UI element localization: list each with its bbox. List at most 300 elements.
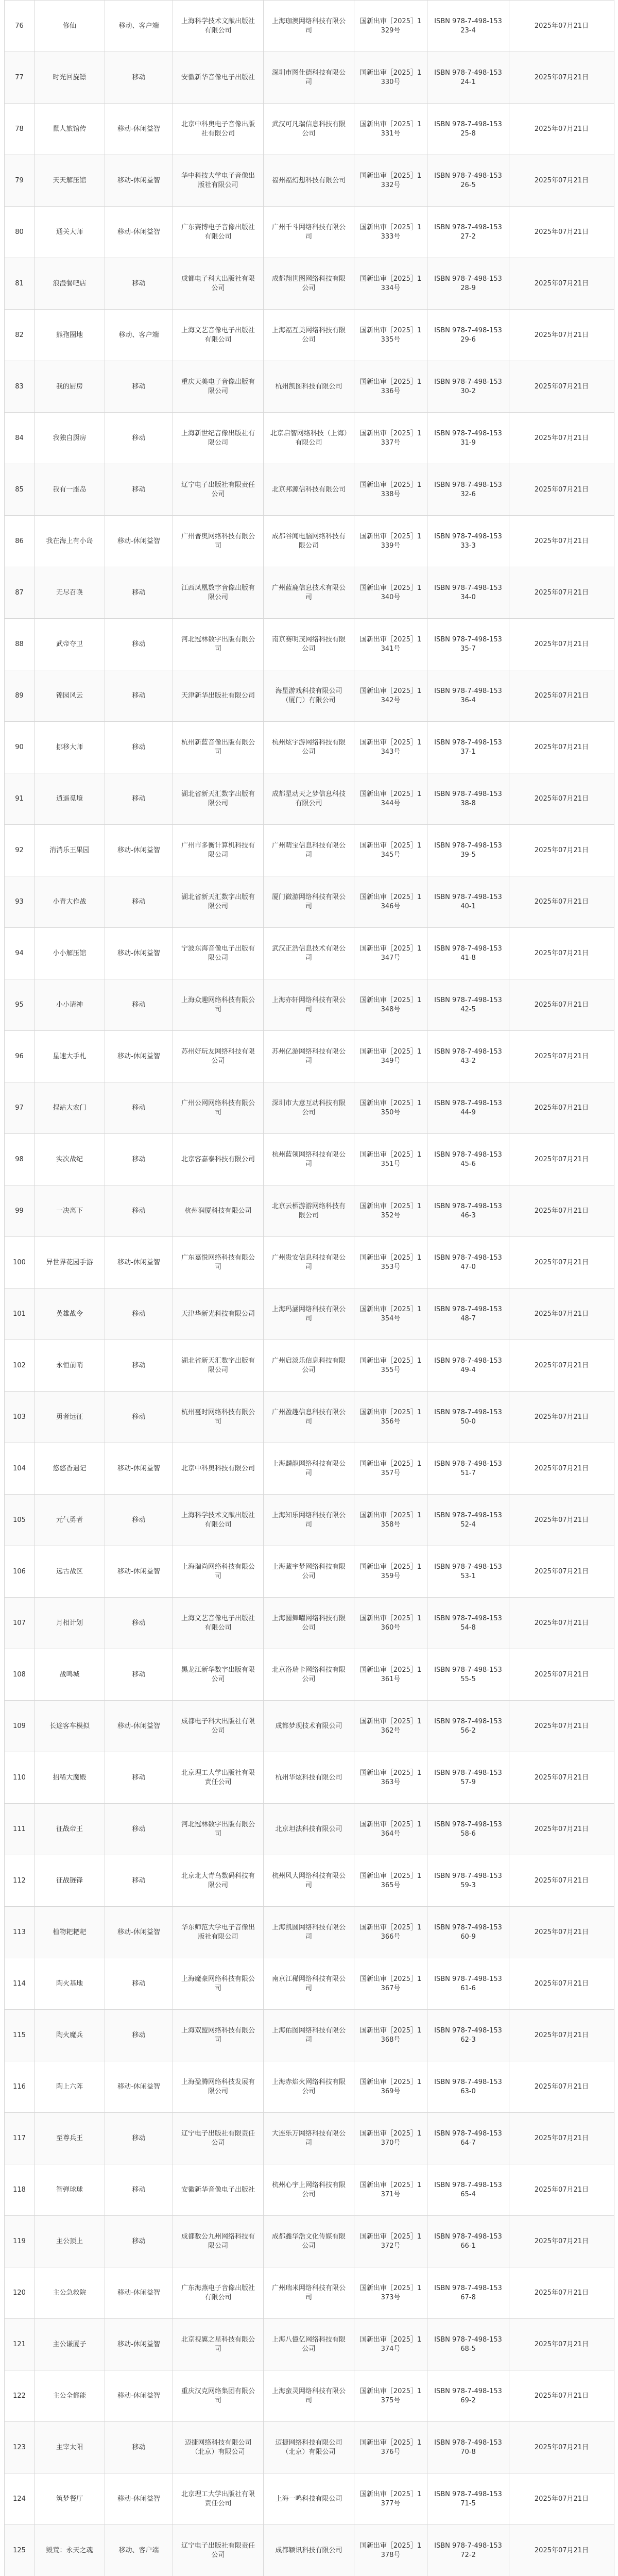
- game-name-cell: 实次战纪: [35, 1134, 105, 1185]
- approval-date-cell: 2025年07月21日: [509, 1031, 614, 1082]
- operator-cell: 成都翔世图网络科技有限公司: [264, 258, 354, 310]
- table-row: [5, 2319, 614, 2370]
- row-number-cell: 102: [5, 1340, 35, 1392]
- operator-cell: 成都梦现技术有限公司: [264, 1701, 354, 1752]
- publisher-cell: 安徽新华音像电子出版社: [173, 2164, 264, 2216]
- operator-cell: 上海佑图网络科技有限公司: [264, 2010, 354, 2061]
- publisher-cell: 成都数公九州网络科技有限公司: [173, 2216, 264, 2267]
- approval-number-cell: 国新出审［2025］1345号: [354, 825, 427, 876]
- approval-date-cell: 2025年07月21日: [509, 1649, 614, 1701]
- approval-date-cell: 2025年07月21日: [509, 155, 614, 207]
- table-row: [5, 2164, 614, 2216]
- approval-date-cell: 2025年07月21日: [509, 1495, 614, 1546]
- game-category-cell: 移动-休闲益智: [105, 825, 173, 876]
- operator-cell: 上海凯圆网络科技有限公司: [264, 1907, 354, 1958]
- row-number-cell: 88: [5, 619, 35, 670]
- publisher-cell: 广州普奥网络科技有限公司: [173, 516, 264, 567]
- approval-number-cell: 国新出审［2025］1329号: [354, 1, 427, 52]
- operator-cell: 上海藏宇梦网络科技有限公司: [264, 1546, 354, 1598]
- operator-cell: 武汉正浩信息技术有限公司: [264, 928, 354, 979]
- game-category-cell: 移动: [105, 2010, 173, 2061]
- publisher-cell: 辽宁电子出版社有限责任公司: [173, 464, 264, 516]
- approval-date-cell: 2025年07月21日: [509, 1289, 614, 1340]
- game-category-cell: 移动-休闲益智: [105, 155, 173, 207]
- approval-date-cell: 2025年07月21日: [509, 979, 614, 1031]
- game-name-cell: 我在海上有小岛: [35, 516, 105, 567]
- approval-number-cell: 国新出审［2025］1348号: [354, 979, 427, 1031]
- isbn-cell: ISBN 978-7-498-15337-1: [427, 722, 509, 773]
- publisher-cell: 华东师范大学电子音像出版社有限公司: [173, 1907, 264, 1958]
- operator-cell: 武汉可凡瑞信息科技有限公司: [264, 104, 354, 155]
- row-number-cell: 114: [5, 1958, 35, 2010]
- approval-number-cell: 国新出审［2025］1338号: [354, 464, 427, 516]
- row-number-cell: 90: [5, 722, 35, 773]
- operator-cell: 上海福互美网络科技有限公司: [264, 310, 354, 361]
- table-row: [5, 1546, 614, 1598]
- approval-date-cell: 2025年07月21日: [509, 1958, 614, 2010]
- isbn-cell: ISBN 978-7-498-15343-2: [427, 1031, 509, 1082]
- table-row: [5, 1907, 614, 1958]
- approval-date-cell: 2025年07月21日: [509, 1546, 614, 1598]
- isbn-cell: ISBN 978-7-498-15352-4: [427, 1495, 509, 1546]
- approval-date-cell: 2025年07月21日: [509, 207, 614, 258]
- approval-number-cell: 国新出审［2025］1356号: [354, 1392, 427, 1443]
- game-name-cell: 我独自厨房: [35, 413, 105, 464]
- game-category-cell: 移动-休闲益智: [105, 2061, 173, 2113]
- table-row: [5, 2525, 614, 2576]
- table-row: [5, 1289, 614, 1340]
- row-number-cell: 84: [5, 413, 35, 464]
- operator-cell: 大连乐万网络科技有限公司: [264, 2113, 354, 2164]
- approval-date-cell: 2025年07月21日: [509, 2061, 614, 2113]
- approval-date-cell: 2025年07月21日: [509, 1392, 614, 1443]
- game-category-cell: 移动-休闲益智: [105, 1031, 173, 1082]
- row-number-cell: 115: [5, 2010, 35, 2061]
- isbn-cell: ISBN 978-7-498-15359-3: [427, 1855, 509, 1907]
- game-category-cell: 移动-休闲益智: [105, 2319, 173, 2370]
- approval-number-cell: 国新出审［2025］1365号: [354, 1855, 427, 1907]
- approval-number-cell: 国新出审［2025］1339号: [354, 516, 427, 567]
- row-number-cell: 103: [5, 1392, 35, 1443]
- approval-number-cell: 国新出审［2025］1367号: [354, 1958, 427, 2010]
- operator-cell: 深圳市大意互动科技有限公司: [264, 1082, 354, 1134]
- operator-cell: 上海知乐网络科技有限公司: [264, 1495, 354, 1546]
- publisher-cell: 北京中科奥科技有限公司: [173, 1443, 264, 1495]
- game-category-cell: 移动-休闲益智: [105, 104, 173, 155]
- game-category-cell: 移动: [105, 876, 173, 928]
- approval-number-cell: 国新出审［2025］1351号: [354, 1134, 427, 1185]
- table-row: [5, 310, 614, 361]
- operator-cell: 上海珈澳网络科技有限公司: [264, 1, 354, 52]
- row-number-cell: 106: [5, 1546, 35, 1598]
- isbn-cell: ISBN 978-7-498-15323-4: [427, 1, 509, 52]
- operator-cell: 杭州风大网络科技有限公司: [264, 1855, 354, 1907]
- table-row: [5, 1701, 614, 1752]
- approval-date-cell: 2025年07月21日: [509, 1907, 614, 1958]
- row-number-cell: 77: [5, 52, 35, 104]
- game-name-cell: 至尊兵王: [35, 2113, 105, 2164]
- game-category-cell: 移动: [105, 1392, 173, 1443]
- publisher-cell: 宁波东海音像电子出版有限公司: [173, 928, 264, 979]
- game-category-cell: 移动-休闲益智: [105, 2267, 173, 2319]
- operator-cell: 广州贵安信息科技有限公司: [264, 1237, 354, 1289]
- game-name-cell: 远古战区: [35, 1546, 105, 1598]
- publisher-cell: 北京北大青鸟数码科技有限公司: [173, 1855, 264, 1907]
- operator-cell: 杭州心宇上网络科技有限公司: [264, 2164, 354, 2216]
- approval-date-cell: 2025年07月21日: [509, 2267, 614, 2319]
- game-name-cell: 挪移大师: [35, 722, 105, 773]
- isbn-cell: ISBN 978-7-498-15327-2: [427, 207, 509, 258]
- isbn-cell: ISBN 978-7-498-15370-8: [427, 2422, 509, 2473]
- game-name-cell: 天天解压馆: [35, 155, 105, 207]
- game-name-cell: 毁荒：永天之魂: [35, 2525, 105, 2576]
- game-category-cell: 移动-休闲益智: [105, 1701, 173, 1752]
- approval-number-cell: 国新出审［2025］1342号: [354, 670, 427, 722]
- isbn-cell: ISBN 978-7-498-15339-5: [427, 825, 509, 876]
- table-row: [5, 773, 614, 825]
- isbn-cell: ISBN 978-7-498-15362-3: [427, 2010, 509, 2061]
- game-name-cell: 长途客车模拟: [35, 1701, 105, 1752]
- approval-number-cell: 国新出审［2025］1378号: [354, 2525, 427, 2576]
- operator-cell: 杭州炫宇游网络科技有限公司: [264, 722, 354, 773]
- approval-number-cell: 国新出审［2025］1360号: [354, 1598, 427, 1649]
- operator-cell: 杭州凯图科技有限公司: [264, 361, 354, 413]
- approval-number-cell: 国新出审［2025］1364号: [354, 1804, 427, 1855]
- table-row: [5, 2422, 614, 2473]
- publisher-cell: 杭州润厦科技有限公司: [173, 1185, 264, 1237]
- game-name-cell: 主宰太阳: [35, 2422, 105, 2473]
- publisher-cell: 北京视翼之星科技有限公司: [173, 2319, 264, 2370]
- game-name-cell: 元气勇者: [35, 1495, 105, 1546]
- row-number-cell: 112: [5, 1855, 35, 1907]
- row-number-cell: 109: [5, 1701, 35, 1752]
- row-number-cell: 85: [5, 464, 35, 516]
- table-row: [5, 1237, 614, 1289]
- publisher-cell: 上海科学技术文献出版社有限公司: [173, 1, 264, 52]
- isbn-cell: ISBN 978-7-498-15361-6: [427, 1958, 509, 2010]
- game-category-cell: 移动-休闲益智: [105, 1443, 173, 1495]
- operator-cell: 上海赤焰火网络科技有限公司: [264, 2061, 354, 2113]
- operator-cell: 杭州蓝领网络科技有限公司: [264, 1134, 354, 1185]
- table-row: [5, 1598, 614, 1649]
- game-name-cell: 英雄战令: [35, 1289, 105, 1340]
- row-number-cell: 118: [5, 2164, 35, 2216]
- game-name-cell: 陶火魔兵: [35, 2010, 105, 2061]
- approval-date-cell: 2025年07月21日: [509, 52, 614, 104]
- game-name-cell: 武帝夺卫: [35, 619, 105, 670]
- approval-date-cell: 2025年07月21日: [509, 2422, 614, 2473]
- operator-cell: 迈捷网络科技有限公司（北京）有限公司: [264, 2422, 354, 2473]
- publisher-cell: 广州市多衡计算机科技有限公司: [173, 825, 264, 876]
- approval-date-cell: 2025年07月21日: [509, 2010, 614, 2061]
- game-name-cell: 鼠人旅馆传: [35, 104, 105, 155]
- approval-number-cell: 国新出审［2025］1371号: [354, 2164, 427, 2216]
- row-number-cell: 76: [5, 1, 35, 52]
- row-number-cell: 119: [5, 2216, 35, 2267]
- approval-number-cell: 国新出审［2025］1372号: [354, 2216, 427, 2267]
- game-category-cell: 移动、客户端: [105, 310, 173, 361]
- table-row: [5, 2267, 614, 2319]
- isbn-cell: ISBN 978-7-498-15324-1: [427, 52, 509, 104]
- game-category-cell: 移动: [105, 361, 173, 413]
- publisher-cell: 黑龙江新华数字出版有限公司: [173, 1649, 264, 1701]
- isbn-cell: ISBN 978-7-498-15326-5: [427, 155, 509, 207]
- approval-date-cell: 2025年07月21日: [509, 310, 614, 361]
- row-number-cell: 117: [5, 2113, 35, 2164]
- publisher-cell: 上海双盟网络科技有限公司: [173, 2010, 264, 2061]
- table-row: [5, 825, 614, 876]
- approval-date-cell: 2025年07月21日: [509, 1237, 614, 1289]
- publisher-cell: 重庆天美电子音像出版有限公司: [173, 361, 264, 413]
- approval-number-cell: 国新出审［2025］1359号: [354, 1546, 427, 1598]
- game-name-cell: 通关大师: [35, 207, 105, 258]
- approval-date-cell: 2025年07月21日: [509, 2525, 614, 2576]
- game-category-cell: 移动: [105, 1340, 173, 1392]
- row-number-cell: 82: [5, 310, 35, 361]
- approval-number-cell: 国新出审［2025］1355号: [354, 1340, 427, 1392]
- table-row: [5, 722, 614, 773]
- approval-number-cell: 国新出审［2025］1343号: [354, 722, 427, 773]
- game-name-cell: 小青大作战: [35, 876, 105, 928]
- table-row: [5, 1443, 614, 1495]
- game-name-cell: 战鸣城: [35, 1649, 105, 1701]
- table-row: [5, 1082, 614, 1134]
- game-category-cell: 移动: [105, 464, 173, 516]
- approval-number-cell: 国新出审［2025］1332号: [354, 155, 427, 207]
- approval-number-cell: 国新出审［2025］1337号: [354, 413, 427, 464]
- publisher-cell: 杭州新蓝音像出版有限公司: [173, 722, 264, 773]
- publisher-cell: 江西凤凰数字音像出版有限公司: [173, 567, 264, 619]
- publisher-cell: 上海盈腾网络科技发展有限公司: [173, 2061, 264, 2113]
- isbn-cell: ISBN 978-7-498-15331-9: [427, 413, 509, 464]
- operator-cell: 上海亦轩网络科技有限公司: [264, 979, 354, 1031]
- operator-cell: 杭州华炫科技有限公司: [264, 1752, 354, 1804]
- operator-cell: 成都谷闻电脑网络科技有限公司: [264, 516, 354, 567]
- publisher-cell: 北京理工大学出版社有限责任公司: [173, 1752, 264, 1804]
- approval-date-cell: 2025年07月21日: [509, 2164, 614, 2216]
- operator-cell: 上海玛涵网络科技有限公司: [264, 1289, 354, 1340]
- isbn-cell: ISBN 978-7-498-15341-8: [427, 928, 509, 979]
- game-name-cell: 主公顶上: [35, 2216, 105, 2267]
- table-row: [5, 928, 614, 979]
- isbn-cell: ISBN 978-7-498-15350-0: [427, 1392, 509, 1443]
- approval-date-cell: 2025年07月21日: [509, 2319, 614, 2370]
- approval-number-cell: 国新出审［2025］1334号: [354, 258, 427, 310]
- approval-date-cell: 2025年07月21日: [509, 1082, 614, 1134]
- game-name-cell: 浪漫餐吧店: [35, 258, 105, 310]
- publisher-cell: 广东嘉悦网络科技有限公司: [173, 1237, 264, 1289]
- operator-cell: 北京邦源信科技有限公司: [264, 464, 354, 516]
- table-row: [5, 619, 614, 670]
- operator-cell: 广州盈趣信息科技有限公司: [264, 1392, 354, 1443]
- operator-cell: 北京坦法科技有限公司: [264, 1804, 354, 1855]
- row-number-cell: 104: [5, 1443, 35, 1495]
- row-number-cell: 100: [5, 1237, 35, 1289]
- approval-number-cell: 国新出审［2025］1363号: [354, 1752, 427, 1804]
- approval-date-cell: 2025年07月21日: [509, 104, 614, 155]
- game-category-cell: 移动: [105, 2422, 173, 2473]
- operator-cell: 深圳市图仕德科技有限公司: [264, 52, 354, 104]
- operator-cell: 广州蓝鹿信息技术有限公司: [264, 567, 354, 619]
- table-row: [5, 1031, 614, 1082]
- row-number-cell: 78: [5, 104, 35, 155]
- row-number-cell: 89: [5, 670, 35, 722]
- isbn-cell: ISBN 978-7-498-15357-9: [427, 1752, 509, 1804]
- publisher-cell: 湖北省新天汇数字出版有限公司: [173, 1340, 264, 1392]
- approval-number-cell: 国新出审［2025］1336号: [354, 361, 427, 413]
- operator-cell: 北京启智网络科技（上海）有限公司: [264, 413, 354, 464]
- table-row: [5, 155, 614, 207]
- approval-date-cell: 2025年07月21日: [509, 258, 614, 310]
- approval-number-cell: 国新出审［2025］1330号: [354, 52, 427, 104]
- game-name-cell: 无尽召唤: [35, 567, 105, 619]
- publisher-cell: 杭州蔓时网络科技有限公司: [173, 1392, 264, 1443]
- approval-date-cell: 2025年07月21日: [509, 1804, 614, 1855]
- operator-cell: 广州萌宝信息科技有限公司: [264, 825, 354, 876]
- approval-date-cell: 2025年07月21日: [509, 928, 614, 979]
- game-category-cell: 移动、客户端: [105, 2525, 173, 2576]
- publisher-cell: 河北冠林数字出版有限公司: [173, 619, 264, 670]
- isbn-cell: ISBN 978-7-498-15363-0: [427, 2061, 509, 2113]
- operator-cell: 上海蛮灵网络科技有限公司: [264, 2370, 354, 2422]
- approval-number-cell: 国新出审［2025］1333号: [354, 207, 427, 258]
- isbn-cell: ISBN 978-7-498-15355-5: [427, 1649, 509, 1701]
- publisher-cell: 北京容嘉泰科技有限公司: [173, 1134, 264, 1185]
- row-number-cell: 113: [5, 1907, 35, 1958]
- game-name-cell: 锦园风云: [35, 670, 105, 722]
- table-row: [5, 361, 614, 413]
- row-number-cell: 92: [5, 825, 35, 876]
- row-number-cell: 80: [5, 207, 35, 258]
- game-name-cell: 捏站大农门: [35, 1082, 105, 1134]
- game-name-cell: 智弹球球: [35, 2164, 105, 2216]
- approval-date-cell: 2025年07月21日: [509, 567, 614, 619]
- approval-number-cell: 国新出审［2025］1361号: [354, 1649, 427, 1701]
- operator-cell: 厦门微游网络科技有限公司: [264, 876, 354, 928]
- isbn-cell: ISBN 978-7-498-15366-1: [427, 2216, 509, 2267]
- game-category-cell: 移动: [105, 413, 173, 464]
- table-row: [5, 207, 614, 258]
- game-category-cell: 移动: [105, 2216, 173, 2267]
- isbn-cell: ISBN 978-7-498-15351-7: [427, 1443, 509, 1495]
- approval-number-cell: 国新出审［2025］1350号: [354, 1082, 427, 1134]
- game-category-cell: 移动-休闲益智: [105, 1237, 173, 1289]
- publisher-cell: 上海魔豪网络科技有限公司: [173, 1958, 264, 2010]
- operator-cell: 成都鑫华浩文化传媒有限公司: [264, 2216, 354, 2267]
- table-row: [5, 2370, 614, 2422]
- publisher-cell: 天津华新光科技有限公司: [173, 1289, 264, 1340]
- game-category-cell: 移动: [105, 258, 173, 310]
- game-name-cell: 修仙: [35, 1, 105, 52]
- game-category-cell: 移动: [105, 1804, 173, 1855]
- row-number-cell: 111: [5, 1804, 35, 1855]
- game-name-cell: 主公急救院: [35, 2267, 105, 2319]
- publisher-cell: 湖北省新天汇数字出版有限公司: [173, 876, 264, 928]
- approval-number-cell: 国新出审［2025］1377号: [354, 2473, 427, 2525]
- game-category-cell: 移动: [105, 670, 173, 722]
- row-number-cell: 94: [5, 928, 35, 979]
- game-name-cell: 消消乐王果园: [35, 825, 105, 876]
- game-category-cell: 移动: [105, 2164, 173, 2216]
- row-number-cell: 123: [5, 2422, 35, 2473]
- table-row: [5, 1134, 614, 1185]
- row-number-cell: 96: [5, 1031, 35, 1082]
- isbn-cell: ISBN 978-7-498-15346-3: [427, 1185, 509, 1237]
- approval-number-cell: 国新出审［2025］1354号: [354, 1289, 427, 1340]
- game-category-cell: 移动: [105, 1185, 173, 1237]
- game-name-cell: 月相计划: [35, 1598, 105, 1649]
- row-number-cell: 110: [5, 1752, 35, 1804]
- game-category-cell: 移动-休闲益智: [105, 1546, 173, 1598]
- row-number-cell: 122: [5, 2370, 35, 2422]
- isbn-cell: ISBN 978-7-498-15334-0: [427, 567, 509, 619]
- game-category-cell: 移动: [105, 979, 173, 1031]
- table-row: [5, 413, 614, 464]
- table-body: [5, 1, 614, 2576]
- table-row: [5, 52, 614, 104]
- game-name-cell: 勇者远征: [35, 1392, 105, 1443]
- game-category-cell: 移动-休闲益智: [105, 2473, 173, 2525]
- operator-cell: 海星游戏科技有限公司（厦门）有限公司: [264, 670, 354, 722]
- approval-date-cell: 2025年07月21日: [509, 1185, 614, 1237]
- table-row: [5, 979, 614, 1031]
- approval-number-cell: 国新出审［2025］1376号: [354, 2422, 427, 2473]
- game-category-cell: 移动: [105, 773, 173, 825]
- game-name-cell: 星速大手札: [35, 1031, 105, 1082]
- game-name-cell: 小小请神: [35, 979, 105, 1031]
- publisher-cell: 上海众趣网络科技有限公司: [173, 979, 264, 1031]
- game-category-cell: 移动: [105, 1134, 173, 1185]
- approval-number-cell: 国新出审［2025］1340号: [354, 567, 427, 619]
- row-number-cell: 86: [5, 516, 35, 567]
- approval-number-cell: 国新出审［2025］1335号: [354, 310, 427, 361]
- publisher-cell: 广东海燕电子音像出版社有限公司: [173, 2267, 264, 2319]
- operator-cell: 上海圆舞曜网络科技有限公司: [264, 1598, 354, 1649]
- row-number-cell: 120: [5, 2267, 35, 2319]
- row-number-cell: 108: [5, 1649, 35, 1701]
- approval-date-cell: 2025年07月21日: [509, 670, 614, 722]
- table-row: [5, 1495, 614, 1546]
- approval-number-cell: 国新出审［2025］1375号: [354, 2370, 427, 2422]
- game-category-cell: 移动: [105, 1598, 173, 1649]
- operator-cell: 上海麟龍网络科技有限公司: [264, 1443, 354, 1495]
- row-number-cell: 95: [5, 979, 35, 1031]
- publisher-cell: 迈捷网络科技有限公司（北京）有限公司: [173, 2422, 264, 2473]
- isbn-cell: ISBN 978-7-498-15329-6: [427, 310, 509, 361]
- approval-number-cell: 国新出审［2025］1374号: [354, 2319, 427, 2370]
- approval-list-table: [4, 0, 614, 2576]
- approval-number-cell: 国新出审［2025］1358号: [354, 1495, 427, 1546]
- row-number-cell: 121: [5, 2319, 35, 2370]
- table-row: [5, 516, 614, 567]
- table-row: [5, 1392, 614, 1443]
- game-name-cell: 筑梦餐厅: [35, 2473, 105, 2525]
- game-category-cell: 移动: [105, 1082, 173, 1134]
- row-number-cell: 98: [5, 1134, 35, 1185]
- isbn-cell: ISBN 978-7-498-15348-7: [427, 1289, 509, 1340]
- game-category-cell: 移动: [105, 52, 173, 104]
- game-category-cell: 移动-休闲益智: [105, 928, 173, 979]
- table-row: [5, 1340, 614, 1392]
- approval-date-cell: 2025年07月21日: [509, 722, 614, 773]
- publisher-cell: 辽宁电子出版社有限责任公司: [173, 2113, 264, 2164]
- row-number-cell: 101: [5, 1289, 35, 1340]
- isbn-cell: ISBN 978-7-498-15356-2: [427, 1701, 509, 1752]
- isbn-cell: ISBN 978-7-498-15372-2: [427, 2525, 509, 2576]
- table-row: [5, 258, 614, 310]
- game-name-cell: 我的厨房: [35, 361, 105, 413]
- approval-number-cell: 国新出审［2025］1349号: [354, 1031, 427, 1082]
